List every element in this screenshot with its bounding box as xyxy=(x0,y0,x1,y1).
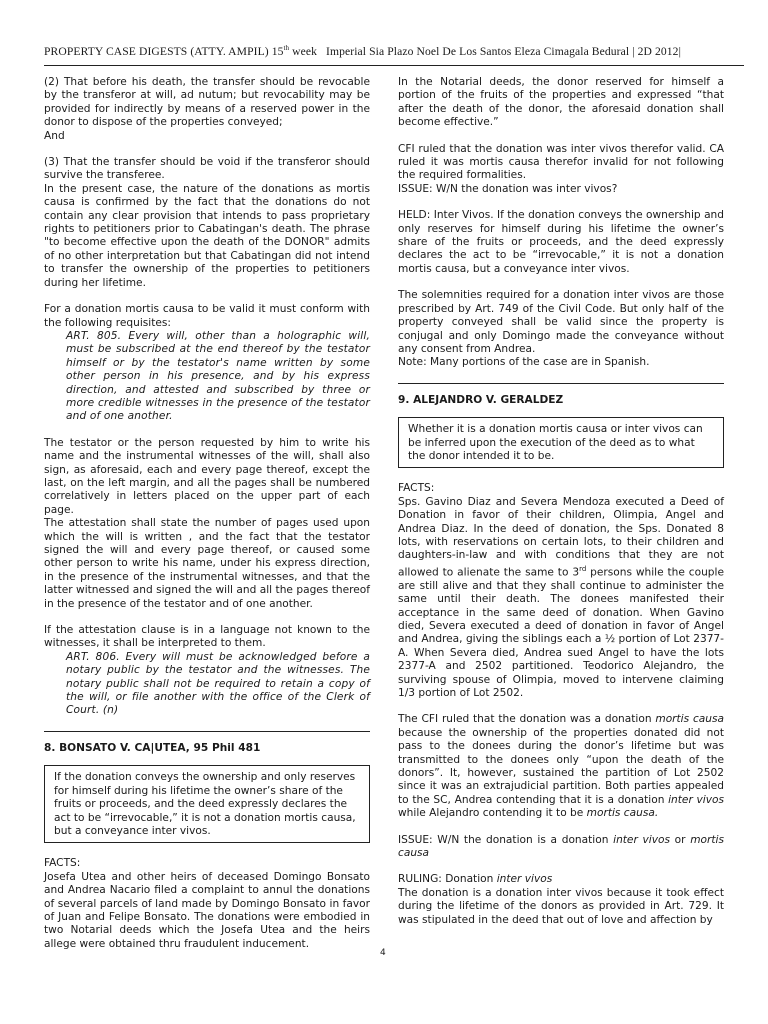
held-paragraph: HELD: Inter Vivos. If the donation conveys the ownership and only reserves for himself during his lifetime the owner’s share of the fruits or proceeds, and the deed expressly declares the act to be “irrevocable,” it is not a donation mortis causa, but a conveyance inter vivos. xyxy=(398,209,724,275)
paragraph: The testator or the person requested by him to write his name and the instrumental witnesses of the will, shall also sign, as aforesaid, each and every page thereof, except the last, on the left margin, and all the pages shall be numbered correlatively in letters placed on the upper part of each page. xyxy=(44,436,370,516)
page-header xyxy=(44,38,744,66)
paragraph: If the attestation clause is in a language not known to the witnesses, it shall be interpreted to them. xyxy=(44,624,370,650)
header-title: PROPERTY CASE DIGESTS (ATTY. AMPIL) 15 xyxy=(44,44,284,58)
note-line: Note: Many portions of the case are in Spanish. xyxy=(398,356,650,369)
issue-line: ISSUE: W/N the donation was inter vivos? xyxy=(398,182,618,195)
facts-label: FACTS: xyxy=(398,482,435,495)
section-title-alejandro: 9. ALEJANDRO V. GERALDEZ xyxy=(398,383,724,407)
doctrine-box-alejandro: Whether it is a donation mortis causa or inter vivos can be inferred upon the execution of the deed as to what the donor intended it to be. xyxy=(398,417,724,468)
header-authors: Imperial Sia Plazo Noel De Los Santos Eleza Cimagala Bedural | 2D 2012| xyxy=(326,44,682,58)
left-column xyxy=(44,76,370,964)
section-title-bonsato: 8. BONSATO V. CA|UTEA, 95 Phil 481 xyxy=(44,731,370,755)
header-week: week xyxy=(289,44,318,58)
article-806-quote: ART. 806. Every will must be acknowledged before a notary public by the testator and the witnesses. The notary public shall not be required to retain a copy of the will, or file another with the office of the Clerk of Court. (n) xyxy=(66,650,370,717)
paragraph: The attestation shall state the number of pages used upon which the will is written , and the fact that the testator signed the will and every page thereof, or caused some other person to write his name, under his express direction, in the presence of the instrumental witnesses, and that the latter witnessed and signed the will and all the pages thereof in the presence of the testator and of one another. xyxy=(44,517,370,610)
paragraph: In the present case, the nature of the donations as mortis causa is confirmed by the fact that the donations do not contain any clear provision that intends to pass proprietary rights to petitioners prior to Cabatingan's death. The phrase "to become effective upon the death of the DONOR" admits of no other interpretation but that Cabatingan did not intend to transfer the ownership of the properties to petitioners during her lifetime. xyxy=(44,182,370,289)
doctrine-box-bonsato: If the donation conveys the ownership and only reserves for himself during his lifetime the owner’s share of the fruits or proceeds, and the deed expressly declares the act to be “irrevocable,” it is not a donation mortis causa, but a conveyance inter vivos. xyxy=(44,765,370,843)
paragraph: CFI ruled that the donation was inter vivos therefor valid. CA ruled it was mortis causa therefor invalid for not following the required formalities. xyxy=(398,142,724,182)
right-column xyxy=(398,76,724,940)
facts-paragraph: Sps. Gavino Diaz and Severa Mendoza executed a Deed of Donation in favor of their children, Olimpia, Angel and Andrea Diaz. In the deed of donation, the Sps. Donated 8 lots, with reservations on certain lots, to their children and daughters-in-law and with conditions that they are not allowed to alienate the same to 3rd persons while the couple are still alive and that they shall continue to administer the same until their death. The donees manifested their acceptance in the same deed of donation. When Gavino died, Severa executed a deed of donation in favor of Angel and Andrea, giving the siblings each a ½ portion of Lot 2377-A. When Severa died, Andrea sued Angel to have the lots 2377-A and 2502 partitioned. Teodorico Alejandro, the surviving spouse of Olimpia, moved to intervene claiming 1/3 portion of Lot 2502. xyxy=(398,495,724,699)
paragraph: Josefa Utea and other heirs of deceased Domingo Bonsato and Andrea Nacario filed a complaint to annul the donations of several parcels of land made by Domingo Bonsato in favor of Juan and Felipe Bonsato. The donations were embodied in two Notarial deeds which the Josefa Utea and the heirs allege were obtained thru fraudulent inducement. xyxy=(44,870,370,950)
paragraph: (2) That before his death, the transfer should be revocable by the transferor at will, ad nutum; but revocability may be provided for indirectly by means of a reserved power in the donor to dispose of the properties conveyed; xyxy=(44,76,370,129)
paragraph: For a donation mortis causa to be valid it must conform with the following requisites: xyxy=(44,303,370,329)
paragraph: The solemnities required for a donation inter vivos are those prescribed by Art. 749 of the Civil Code. But only half of the property conveyed shall be valid since the property is conjugal and only Domingo made the conveyance without any consent from Andrea. xyxy=(398,289,724,355)
ruling-line: RULING: Donation inter vivos xyxy=(398,873,553,886)
issue-line: ISSUE: W/N the donation is a donation inter vivos or mortis causa xyxy=(398,833,724,860)
paragraph: (3) That the transfer should be void if the transferor should survive the transferee. xyxy=(44,156,370,182)
article-805-quote: ART. 805. Every will, other than a holographic will, must be subscribed at the end thereof by the testator himself or by the testator's name written by some other person in his presence, and by his express direction, and attested and subscribed by three or more credible witnesses in the presence of the testator and of one another. xyxy=(66,329,370,423)
paragraph: In the Notarial deeds, the donor reserved for himself a portion of the fruits of the properties and expressed “that after the death of the donor, the aforesaid donation shall become effective.” xyxy=(398,76,724,129)
paragraph: And xyxy=(44,129,65,142)
ruling-paragraph: The donation is a donation inter vivos because it took effect during the lifetime of the donors as provided in Art. 729. It was stipulated in the deed that out of love and affection by xyxy=(398,886,724,926)
header-week-suffix: th xyxy=(283,44,290,52)
page-number: 4 xyxy=(380,948,386,958)
cfi-ruling-paragraph: The CFI ruled that the donation was a donation mortis causa because the ownership of the properties donated did not pass to the donees during the donor’s lifetime but was transmitted to the donees only “upon the death of the donors”. It, however, sustained the partition of Lot 2502 since it was an extrajudicial partition. Both parties appealed to the SC, Andrea contending that it is a donation inter vivos while Alejandro contending it to be mortis causa. xyxy=(398,713,725,820)
facts-label: FACTS: xyxy=(44,857,81,870)
